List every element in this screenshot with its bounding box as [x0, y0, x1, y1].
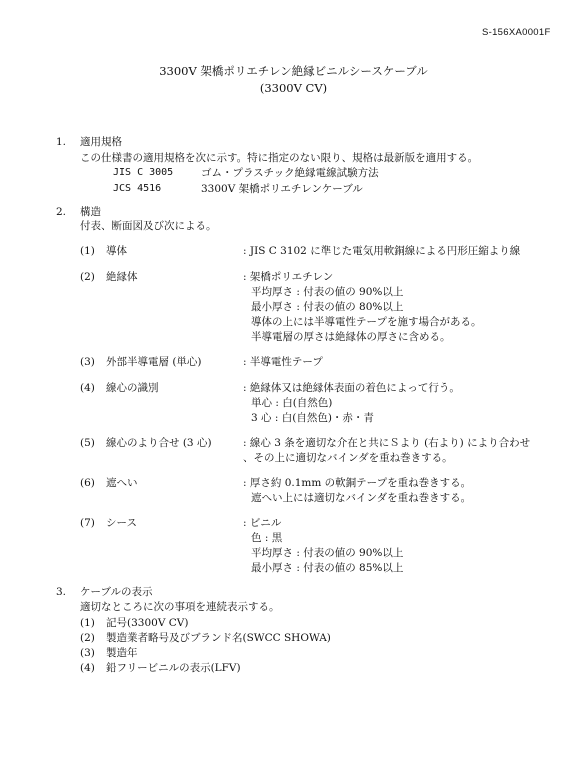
- item-line: : 線心 3 条を適切な介在と共にＳより (右より) により合わせ: [243, 437, 531, 449]
- marking-number: (3): [80, 647, 95, 659]
- item-line: : 厚さ約 0.1mm の軟銅テープを重ね巻きする。: [243, 477, 472, 489]
- item-label: 絶縁体: [106, 271, 138, 283]
- item-line: : ビニル: [243, 517, 282, 529]
- document-id: S-156XA0001F: [482, 27, 551, 38]
- item-line: 平均厚さ : 付表の値の 90%以上: [251, 286, 404, 298]
- section-3-heading: ケーブルの表示: [80, 586, 153, 598]
- item-line: 単心 : 白(自然色): [251, 397, 333, 409]
- section-2-heading: 構造: [80, 206, 101, 218]
- section-2-intro: 付表、断面図及び次による。: [80, 220, 217, 232]
- section-3-intro: 適切なところに次の事項を連続表示する。: [80, 601, 280, 613]
- item-number: (4): [80, 382, 95, 394]
- item-line: : 架橋ポリエチレン: [243, 271, 334, 283]
- item-label: 線心のより合せ (3 心): [106, 437, 212, 449]
- item-line: : 絶縁体又は絶縁体表面の着色によって行う。: [243, 382, 460, 394]
- item-line: 最小厚さ : 付表の値の 80%以上: [251, 301, 404, 313]
- item-number: (5): [80, 437, 95, 449]
- section-3-number: 3.: [56, 586, 67, 598]
- item-line: 導体の上には半導電性テープを施す場合がある。: [251, 316, 482, 328]
- item-number: (6): [80, 477, 95, 489]
- item-line: 半導電層の厚さは絶縁体の厚さに含める。: [251, 331, 451, 343]
- section-2-number: 2.: [56, 206, 67, 218]
- standard-code: JIS C 3005: [113, 167, 174, 178]
- item-line: 遮へい上には適切なバインダを重ね巻きする。: [251, 492, 472, 504]
- item-number: (2): [80, 271, 95, 283]
- title-line-1: 3300V 架橋ポリエチレン絶縁ビニルシースケーブル: [159, 64, 428, 78]
- section-1-intro: この仕様書の適用規格を次に示す。特に指定のない限り、規格は最新版を適用する。: [80, 152, 479, 164]
- marking-number: (4): [80, 662, 95, 674]
- item-line: : 半導電性テープ: [243, 356, 323, 368]
- marking-number: (2): [80, 632, 95, 644]
- marking-number: (1): [80, 617, 95, 629]
- item-line: : JIS C 3102 に準じた電気用軟銅線による円形圧縮より線: [243, 245, 521, 257]
- marking-text: 製造年: [106, 647, 138, 659]
- section-1-heading: 適用規格: [80, 136, 122, 148]
- item-label: 線心の識別: [106, 382, 159, 394]
- item-line: 、その上に適切なバインダを重ね巻きする。: [243, 452, 453, 464]
- section-1-number: 1.: [56, 136, 67, 148]
- item-number: (1): [80, 245, 95, 257]
- item-label: 外部半導電層 (単心): [106, 356, 202, 368]
- item-line: 3 心 : 白(自然色)・赤・青: [251, 412, 374, 424]
- standard-code: JCS 4516: [113, 183, 162, 194]
- marking-text: 鉛フリービニルの表示(LFV): [106, 662, 241, 674]
- item-label: シース: [106, 517, 137, 529]
- item-number: (3): [80, 356, 95, 368]
- item-line: 色 : 黒: [251, 532, 283, 544]
- item-line: 平均厚さ : 付表の値の 90%以上: [251, 547, 404, 559]
- item-label: 遮へい: [106, 477, 138, 489]
- item-line: 最小厚さ : 付表の値の 85%以上: [251, 562, 404, 574]
- marking-text: 製造業者略号及びブランド名(SWCC SHOWA): [106, 632, 331, 644]
- standard-name: 3300V 架橋ポリエチレンケーブル: [201, 183, 363, 195]
- title-line-2: (3300V CV): [259, 81, 328, 95]
- standard-name: ゴム・プラスチック絶縁電線試験方法: [201, 167, 379, 179]
- item-label: 導体: [106, 245, 127, 257]
- marking-text: 記号(3300V CV): [106, 617, 189, 629]
- item-number: (7): [80, 517, 95, 529]
